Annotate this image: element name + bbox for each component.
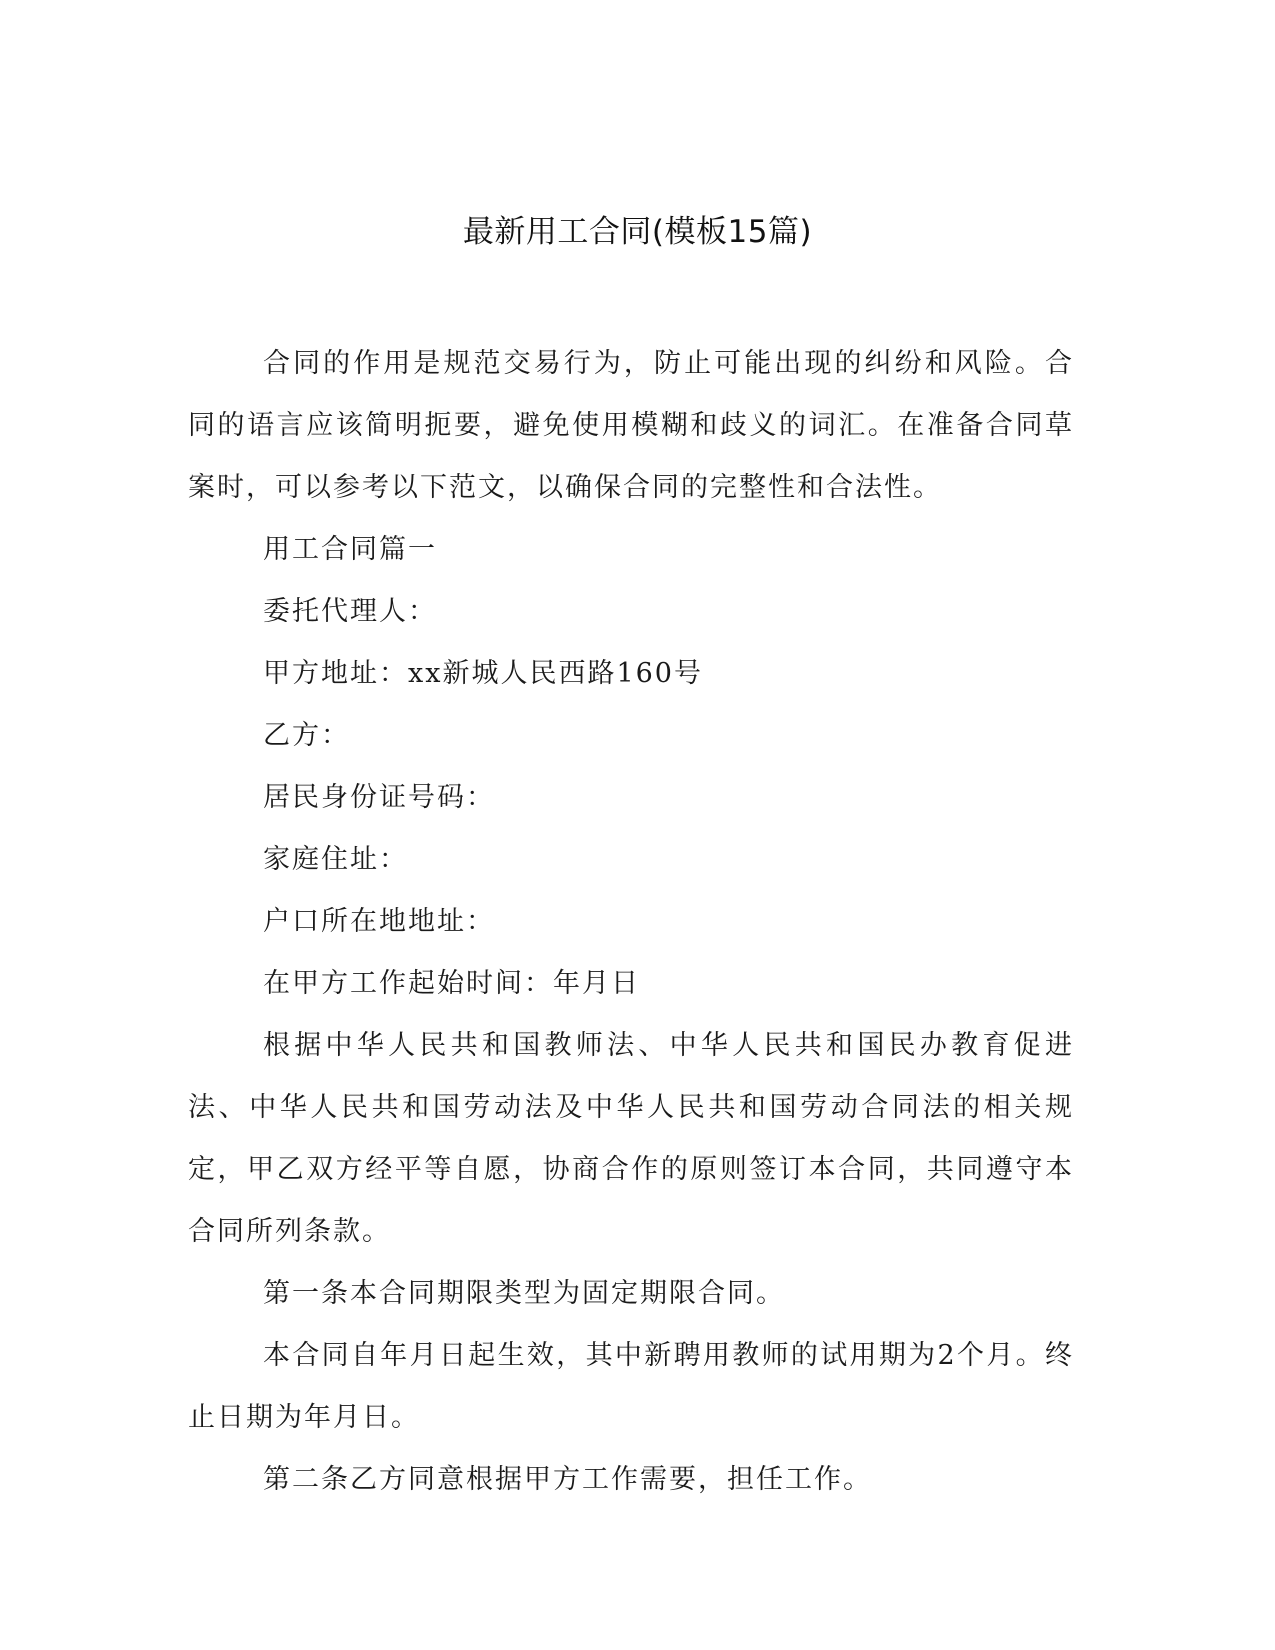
paragraph-legal-basis: 根据中华人民共和国教师法、中华人民共和国民办教育促进法、中华人民共和国劳动法及中华人民共和国劳动合同法的相关规定，甲乙双方经平等自愿，协商合作的原则签订本合同，共同遵守本合同所列条款。 <box>188 1030 1074 1247</box>
paragraph-home-address: 家庭住址： <box>263 844 408 875</box>
document-body <box>188 333 1074 1511</box>
paragraph-article-1: 第一条本合同期限类型为固定期限合同。 <box>263 1278 785 1309</box>
paragraph-id-number: 居民身份证号码： <box>263 782 495 813</box>
paragraph-intro: 合同的作用是规范交易行为，防止可能出现的纠纷和风险。合同的语言应该简明扼要，避免使用模糊和歧义的词汇。在准备合同草案时，可以参考以下范文，以确保合同的完整性和合法性。 <box>188 348 1074 503</box>
paragraph-term: 本合同自年月日起生效，其中新聘用教师的试用期为2个月。终止日期为年月日。 <box>188 1340 1074 1433</box>
document-title: 最新用工合同(模板15篇) <box>462 214 813 250</box>
paragraph-agent: 委托代理人： <box>263 596 437 627</box>
paragraph-party-b: 乙方： <box>263 720 350 751</box>
paragraph-household-address: 户口所在地地址： <box>263 906 495 937</box>
paragraph-section-heading: 用工合同篇一 <box>263 534 437 565</box>
paragraph-start-date: 在甲方工作起始时间：年月日 <box>263 968 640 999</box>
paragraph-article-2: 第二条乙方同意根据甲方工作需要，担任工作。 <box>263 1464 872 1495</box>
paragraph-party-a-address: 甲方地址：xx新城人民西路160号 <box>263 658 703 689</box>
